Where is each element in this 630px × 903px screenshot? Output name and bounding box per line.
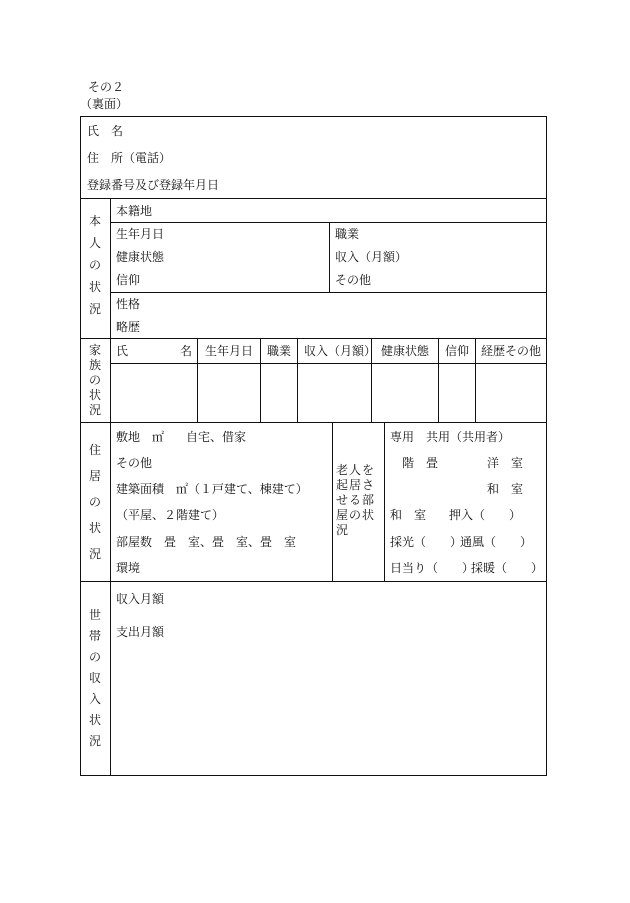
religion-label: 信仰 (116, 273, 141, 287)
western-room-label: 洋 室 (487, 456, 524, 470)
address-label: 住 所（電話） (87, 151, 172, 165)
personality-label: 性格 (116, 297, 141, 311)
tatami-label: 階 畳 (402, 456, 439, 470)
building-area-label: 建築面積 ㎡（１戸建て、棟建て） (116, 482, 308, 496)
history-label: 略歴 (116, 320, 141, 334)
name-label: 氏 名 (87, 124, 124, 138)
ownership-label: 自宅、借家 (186, 430, 247, 444)
monthly-income-label: 収入月額 (116, 592, 165, 606)
page-label: その２ (88, 80, 125, 94)
elder-room-label: 老人を 起居さ せる部 屋の状 況 (336, 463, 376, 537)
income-label: 収入（月額） (335, 250, 408, 264)
environment-label: 環境 (116, 561, 141, 575)
family-section-heading: 家 族 の 状 況 (88, 343, 101, 417)
housing-other-label: その他 (116, 456, 153, 470)
closet-label: 押入（ ） (449, 508, 522, 522)
family-col-occupation: 職業 (267, 344, 292, 358)
monthly-expense-label: 支出月額 (116, 625, 165, 639)
registration-label: 登録番号及び登録年月日 (87, 178, 220, 192)
floors-label: （平屋、２階建て） (116, 508, 225, 522)
birthdate-label: 生年月日 (116, 227, 165, 241)
domicile-label: 本籍地 (116, 204, 153, 218)
heating-label: 採暖（ ） (471, 561, 544, 575)
household-section-heading: 世 帯 の 収 入 状 況 (88, 608, 101, 748)
family-col-income: 収入（月額） (304, 344, 377, 358)
family-col-health: 健康状態 (381, 344, 430, 358)
family-col-birthdate: 生年月日 (205, 344, 254, 358)
japanese-room-label: 和 室 (487, 482, 524, 496)
family-col-religion: 信仰 (445, 344, 470, 358)
japanese-room-2-label: 和 室 (390, 508, 427, 522)
ventilation-label: 通風（ ） (460, 535, 533, 549)
exclusive-shared-label: 専用 共用（共用者） (390, 430, 511, 444)
occupation-label: 職業 (335, 227, 360, 241)
site-area-label: 敷地 ㎡ (116, 430, 165, 444)
self-section-heading: 本 人 の 状 況 (88, 214, 101, 316)
family-col-name-1: 氏 (116, 344, 129, 358)
family-col-history: 経歴その他 (481, 344, 542, 358)
other-label: その他 (335, 273, 372, 287)
family-col-name-2: 名 (180, 344, 193, 358)
housing-section-heading: 住 居 の 状 況 (88, 443, 101, 561)
sunlight-label: 日当り（ ） (390, 561, 475, 575)
lighting-label: 採光（ ） (390, 535, 463, 549)
rooms-label: 部屋数 畳 室、畳 室、畳 室 (116, 535, 297, 549)
health-label: 健康状態 (116, 250, 165, 264)
side-label: （裏面） (80, 97, 129, 111)
